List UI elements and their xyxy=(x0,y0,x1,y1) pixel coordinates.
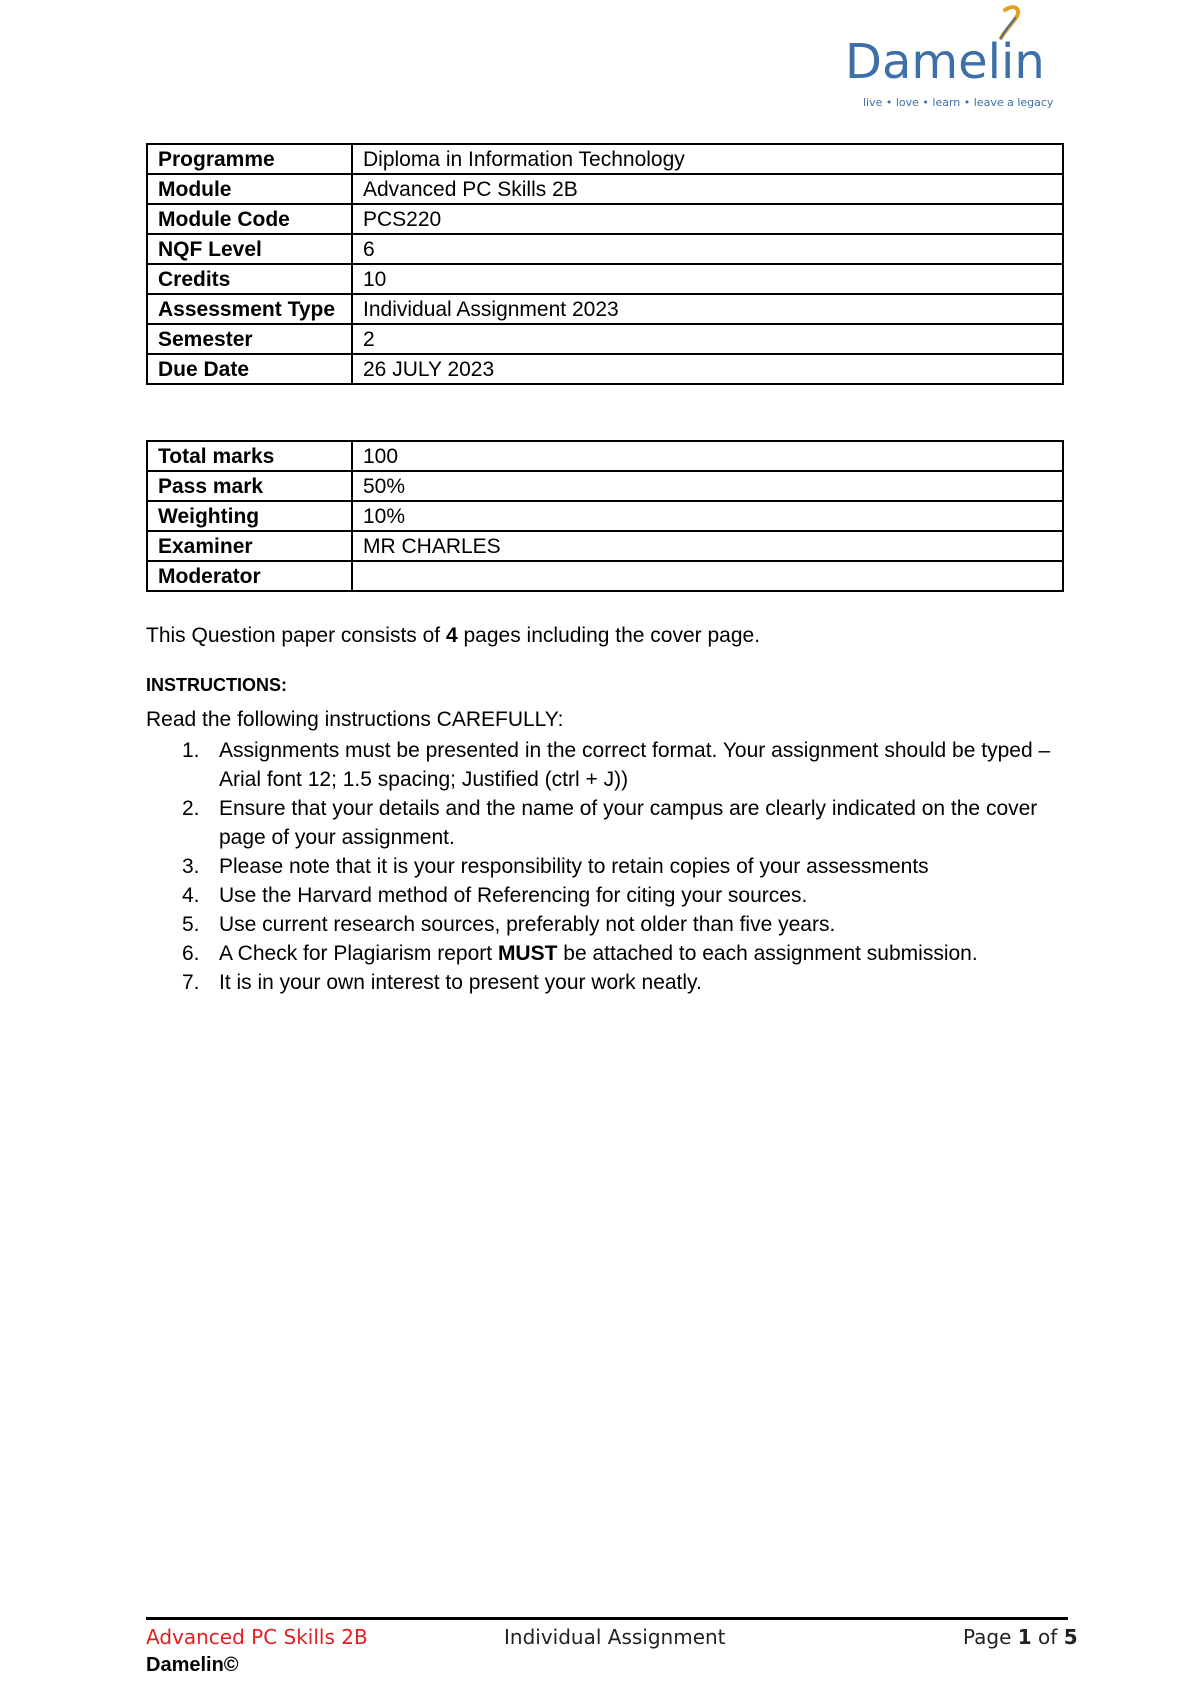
logo-wordmark: Damelin xyxy=(845,34,1045,90)
item-text-before: A Check for Plagiarism report xyxy=(219,942,498,965)
list-item xyxy=(146,939,1066,968)
row-label: Programme xyxy=(147,144,352,174)
details-table xyxy=(146,143,1064,385)
row-label: Examiner xyxy=(147,531,352,561)
page-total: 5 xyxy=(1063,1625,1078,1649)
item-text: Ensure that your details and the name of your campus are clearly indicated on the cover page of your assignment. xyxy=(219,797,1038,849)
row-label: Pass mark xyxy=(147,471,352,501)
footer-title: Individual Assignment xyxy=(504,1625,726,1649)
page-count: 4 xyxy=(445,624,458,647)
row-value: Individual Assignment 2023 xyxy=(352,294,1063,324)
table-row xyxy=(147,174,1063,204)
row-value xyxy=(352,561,1063,591)
table-row xyxy=(147,561,1063,591)
damelin-logo xyxy=(845,0,1060,115)
row-value: 26 JULY 2023 xyxy=(352,354,1063,384)
list-item xyxy=(146,736,1066,794)
row-label: Weighting xyxy=(147,501,352,531)
item-text-emphasis: MUST xyxy=(497,942,558,965)
list-item xyxy=(146,910,1066,939)
item-number: 6. xyxy=(182,942,200,965)
item-text: Please note that it is your responsibility to retain copies of your assessments xyxy=(219,855,929,878)
page-word: Page xyxy=(963,1625,1018,1649)
list-item xyxy=(146,794,1066,852)
instructions-intro: Read the following instructions CAREFULLY: xyxy=(146,708,564,731)
table-row xyxy=(147,501,1063,531)
pages-note xyxy=(146,624,760,648)
row-label: NQF Level xyxy=(147,234,352,264)
table-row xyxy=(147,144,1063,174)
marks-table xyxy=(146,440,1064,592)
row-value: MR CHARLES xyxy=(352,531,1063,561)
item-number: 5. xyxy=(182,913,200,936)
table-row xyxy=(147,354,1063,384)
row-value: PCS220 xyxy=(352,204,1063,234)
row-value: 10 xyxy=(352,264,1063,294)
row-value: 10% xyxy=(352,501,1063,531)
page-current: 1 xyxy=(1017,1625,1032,1649)
pages-note-before: This Question paper consists of xyxy=(146,624,446,647)
table-row xyxy=(147,234,1063,264)
table-row xyxy=(147,264,1063,294)
row-label: Assessment Type xyxy=(147,294,352,324)
item-number: 3. xyxy=(182,855,200,878)
row-label: Module xyxy=(147,174,352,204)
item-text: It is in your own interest to present your work neatly. xyxy=(219,971,702,994)
row-value: Diploma in Information Technology xyxy=(352,144,1063,174)
item-text: Assignments must be presented in the correct format. Your assignment should be typed – Arial font 12; 1.5 spacing; Justified (ctrl + J)) xyxy=(219,739,1051,791)
item-number: 1. xyxy=(182,739,200,762)
item-text: Use current research sources, preferably not older than five years. xyxy=(219,913,836,936)
row-label: Total marks xyxy=(147,441,352,471)
footer-copyright: Damelin© xyxy=(146,1654,239,1676)
row-label: Due Date xyxy=(147,354,352,384)
row-label: Semester xyxy=(147,324,352,354)
list-item xyxy=(146,881,1066,910)
footer-page-number xyxy=(963,1625,1078,1649)
list-item xyxy=(146,968,1066,997)
instructions-list xyxy=(146,736,1066,997)
table-row xyxy=(147,204,1063,234)
row-value: 50% xyxy=(352,471,1063,501)
logo-tagline: live • love • learn • leave a legacy xyxy=(863,96,1054,109)
item-text: Use the Harvard method of Referencing for citing your sources. xyxy=(219,884,808,907)
item-text-after: be attached to each assignment submission. xyxy=(557,942,978,965)
table-row xyxy=(147,324,1063,354)
row-value: 100 xyxy=(352,441,1063,471)
item-number: 2. xyxy=(182,797,200,820)
page-of: of xyxy=(1031,1625,1064,1649)
table-row xyxy=(147,441,1063,471)
footer-divider xyxy=(146,1617,1068,1620)
instructions-heading: INSTRUCTIONS: xyxy=(146,675,287,695)
row-label: Moderator xyxy=(147,561,352,591)
pages-note-after: pages including the cover page. xyxy=(457,624,761,647)
item-number: 4. xyxy=(182,884,200,907)
row-label: Credits xyxy=(147,264,352,294)
table-row xyxy=(147,294,1063,324)
item-number: 7. xyxy=(182,971,200,994)
table-row xyxy=(147,471,1063,501)
list-item xyxy=(146,852,1066,881)
row-value: 2 xyxy=(352,324,1063,354)
row-value: Advanced PC Skills 2B xyxy=(352,174,1063,204)
row-value: 6 xyxy=(352,234,1063,264)
row-label: Module Code xyxy=(147,204,352,234)
table-row xyxy=(147,531,1063,561)
footer-module: Advanced PC Skills 2B xyxy=(146,1625,368,1649)
